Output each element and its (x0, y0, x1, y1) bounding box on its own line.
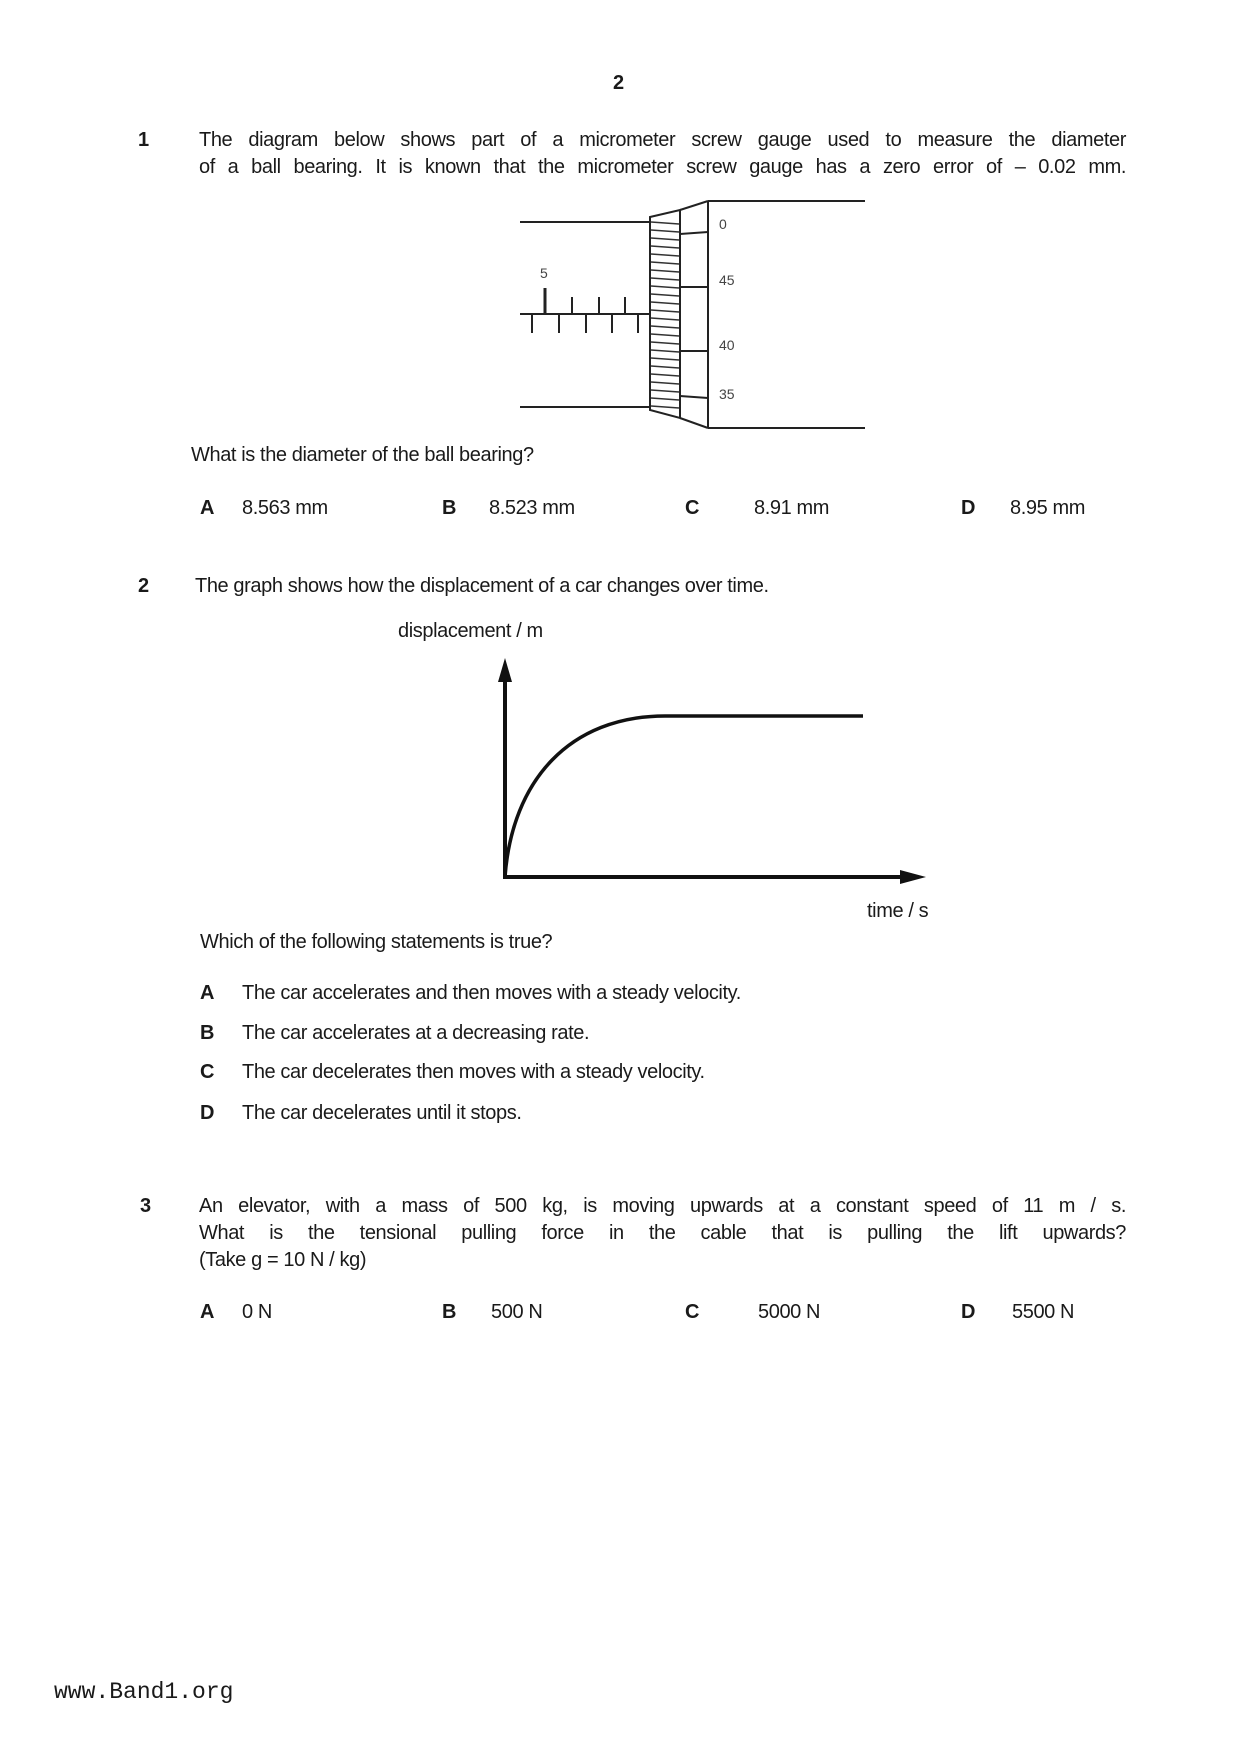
q3-option-a-text: 0 N (242, 1301, 272, 1323)
q1-option-d-letter: D (961, 497, 976, 519)
q1-option-a-letter: A (200, 497, 215, 519)
q3-option-d-letter: D (961, 1301, 976, 1323)
x-axis-arrow (900, 870, 926, 884)
q1-option-b-letter: B (442, 497, 457, 519)
q3-option-d-text: 5500 N (1012, 1301, 1075, 1323)
question-3-line-1: An elevator, with a mass of 500 kg, is moving upwards at a constant speed of 11 m / s. (199, 1195, 1126, 1217)
thimble-label-35: 35 (719, 386, 735, 402)
page-number: 2 (613, 72, 624, 94)
question-1-number: 1 (138, 129, 149, 151)
graph-y-label: displacement / m (398, 620, 543, 642)
q3-option-a-letter: A (200, 1301, 215, 1323)
q1-option-c-letter: C (685, 497, 700, 519)
q2-option-c-letter: C (200, 1061, 215, 1083)
question-2-line-1: The graph shows how the displacement of a car changes over time. (195, 575, 769, 597)
q3-option-c-letter: C (685, 1301, 700, 1323)
q2-option-b-text: The car accelerates at a decreasing rate. (242, 1022, 590, 1044)
q2-option-a-letter: A (200, 982, 215, 1004)
thimble-label-0: 0 (719, 216, 727, 232)
thimble-label-45: 45 (719, 272, 735, 288)
q2-option-a-text: The car accelerates and then moves with a steady velocity. (242, 982, 741, 1004)
q1-option-c-text: 8.91 mm (754, 497, 830, 519)
question-3-line-2: What is the tensional pulling force in the cable that is pulling the lift upwards? (199, 1222, 1126, 1244)
q2-option-d-letter: D (200, 1102, 215, 1124)
q2-option-b-letter: B (200, 1022, 215, 1044)
thimble-label-40: 40 (719, 337, 735, 353)
question-3-number: 3 (140, 1195, 151, 1217)
question-1-prompt: What is the diameter of the ball bearing? (191, 444, 534, 466)
question-1-line-2: of a ball bearing. It is known that the micrometer screw gauge has a zero error of – 0.02 mm. (199, 156, 1126, 178)
q1-option-a-text: 8.563 mm (242, 497, 328, 519)
footer-website-link[interactable]: www.Band1.org (54, 1679, 234, 1705)
displacement-curve (505, 716, 863, 877)
q3-option-b-text: 500 N (491, 1301, 543, 1323)
q1-option-d-text: 8.95 mm (1010, 497, 1086, 519)
q2-option-c-text: The car decelerates then moves with a steady velocity. (242, 1061, 705, 1083)
q1-option-b-text: 8.523 mm (489, 497, 575, 519)
graph-x-label: time / s (867, 900, 929, 922)
question-2-number: 2 (138, 575, 149, 597)
q3-option-c-text: 5000 N (758, 1301, 821, 1323)
q3-option-b-letter: B (442, 1301, 457, 1323)
question-1-line-1: The diagram below shows part of a micrometer screw gauge used to measure the diameter (199, 129, 1126, 151)
y-axis-arrow (498, 658, 512, 682)
q2-option-d-text: The car decelerates until it stops. (242, 1102, 522, 1124)
question-2-prompt: Which of the following statements is true? (200, 931, 553, 953)
sleeve-label-5: 5 (540, 265, 548, 281)
question-3-line-3: (Take g = 10 N / kg) (199, 1249, 367, 1271)
